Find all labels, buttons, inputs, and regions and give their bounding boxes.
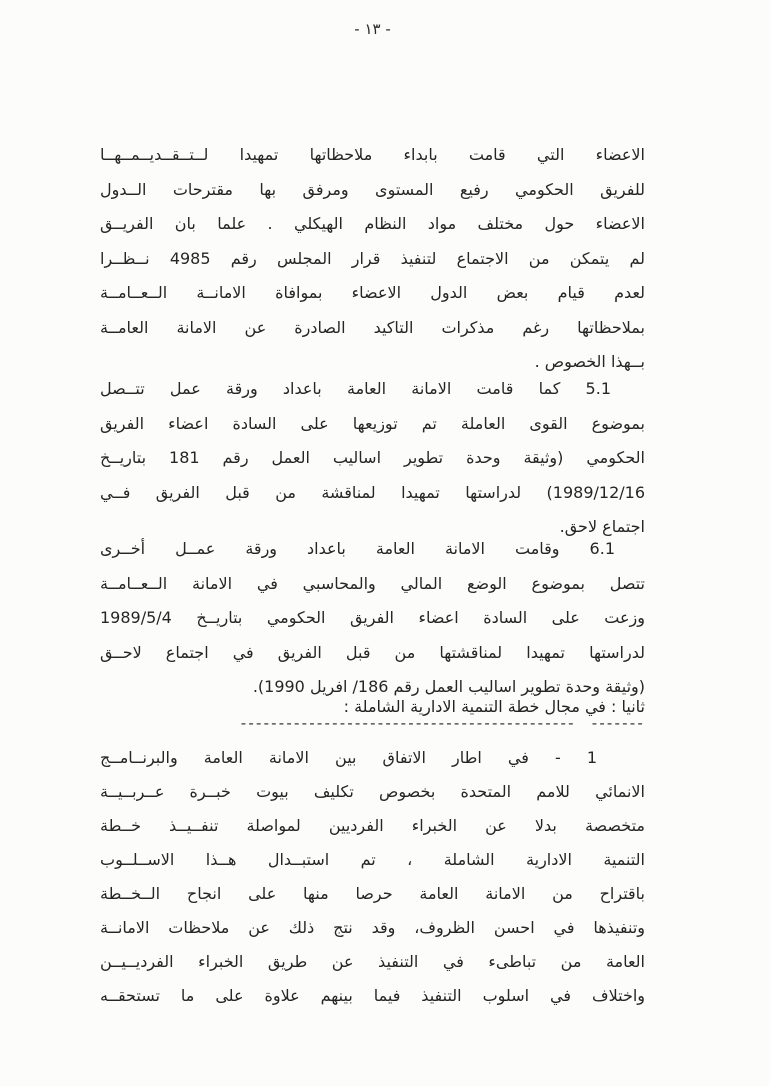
text-line: العامة من تباطىء في التنفيذ عن طريق الخبراء الفرديــيــن bbox=[100, 952, 645, 971]
text-line: لدراستها تمهيدا لمناقشتها من قبل الفريق في اجتماع لاحــق bbox=[100, 642, 645, 662]
text-line: وتنفيذها في احسن الظروف، وقد نتج ذلك عن ملاحظات الامانــة bbox=[100, 918, 645, 937]
text-line: التنمية الادارية الشاملة ، تم استبــدال هــذا الاســلــوب bbox=[100, 850, 645, 869]
paragraph-3-item-6-1 bbox=[100, 538, 645, 711]
text-line: 1 - في اطار الاتفاق بين الامانة العامة والبرنــامــج bbox=[100, 748, 597, 767]
section-heading-text: ثانيا : في مجال خطة التنمية الادارية الشاملة : bbox=[343, 697, 645, 716]
text-line: الاعضاء التي قامت بابداء ملاحظاتها تمهيدا لــتــقــديــمــهــا bbox=[100, 145, 645, 164]
text-line: 6.1 وقامت الامانة العامة باعداد ورقة عمــل أخــرى bbox=[100, 539, 615, 558]
paragraph-4-item-1 bbox=[100, 747, 645, 1019]
paragraph-1 bbox=[100, 144, 645, 386]
text-line: اجتماع لاحق. bbox=[559, 517, 645, 536]
text-line: 1989/12/16) لدراستها تمهيدا لمناقشة من قبل الفريق فــي bbox=[100, 482, 645, 502]
text-line: باقتراح من الامانة العامة حرصا منها على انجاح الــخــطة bbox=[100, 884, 645, 903]
text-line: تتصل بموضوع الوضع المالي والمحاسبي في الامانة الــعــامــة bbox=[100, 573, 645, 593]
text-line: بموضوع القوى العاملة تم توزيعها على السادة اعضاء الفريق bbox=[100, 413, 645, 433]
text-line: للفريق الحكومي رفيع المستوى ومرفق بها مقترحات الــدول bbox=[100, 179, 645, 199]
text-line: 5.1 كما قامت الامانة العامة باعداد ورقة عمل تتــصل bbox=[100, 379, 611, 398]
section-heading-thaniyan bbox=[100, 697, 645, 732]
text-line: بــهذا الخصوص . bbox=[534, 352, 645, 371]
text-line: لعدم قيام بعض الدول الاعضاء بموافاة الامانــة الــعــامــة bbox=[100, 283, 645, 302]
text-line: واختلاف في اسلوب التنفيذ فيما بينهم علاوة على ما تستحقــه bbox=[100, 986, 645, 1005]
underline-long-segment: -------------------------------------------- bbox=[240, 714, 576, 732]
page-number: - ١٣ - bbox=[354, 20, 391, 38]
text-line: الاعضاء حول مختلف مواد النظام الهيكلي . علما بان الفريــق bbox=[100, 214, 645, 233]
text-line: (وثيقة وحدة تطوير اساليب العمل رقم 186/ افريل 1990). bbox=[252, 677, 645, 696]
text-line: بملاحظاتها رغم مذكرات التاكيد الصادرة عن الامانة العامــة bbox=[100, 317, 645, 337]
text-line: لم يتمكن من الاجتماع لتنفيذ قرار المجلس رقم 4985 نــظــرا bbox=[100, 248, 646, 268]
underline-short-segment: ------- bbox=[591, 714, 645, 732]
text-line: وزعت على السادة اعضاء الفريق الحكومي بتاريــخ 1989/5/4 bbox=[100, 608, 645, 627]
text-line: الحكومي (وثيقة وحدة تطوير اساليب العمل رقم 181 بتاريــخ bbox=[100, 448, 646, 467]
paragraph-2-item-5-1 bbox=[100, 378, 645, 551]
text-line: متخصصة بدلا عن الخبراء الفرديين لمواصلة تنفــيــذ خــطة bbox=[100, 816, 645, 835]
text-line: الانمائي للامم المتحدة بخصوص تكليف بيوت خبــرة عــربــيــة bbox=[100, 782, 645, 801]
heading-underline bbox=[100, 714, 645, 732]
